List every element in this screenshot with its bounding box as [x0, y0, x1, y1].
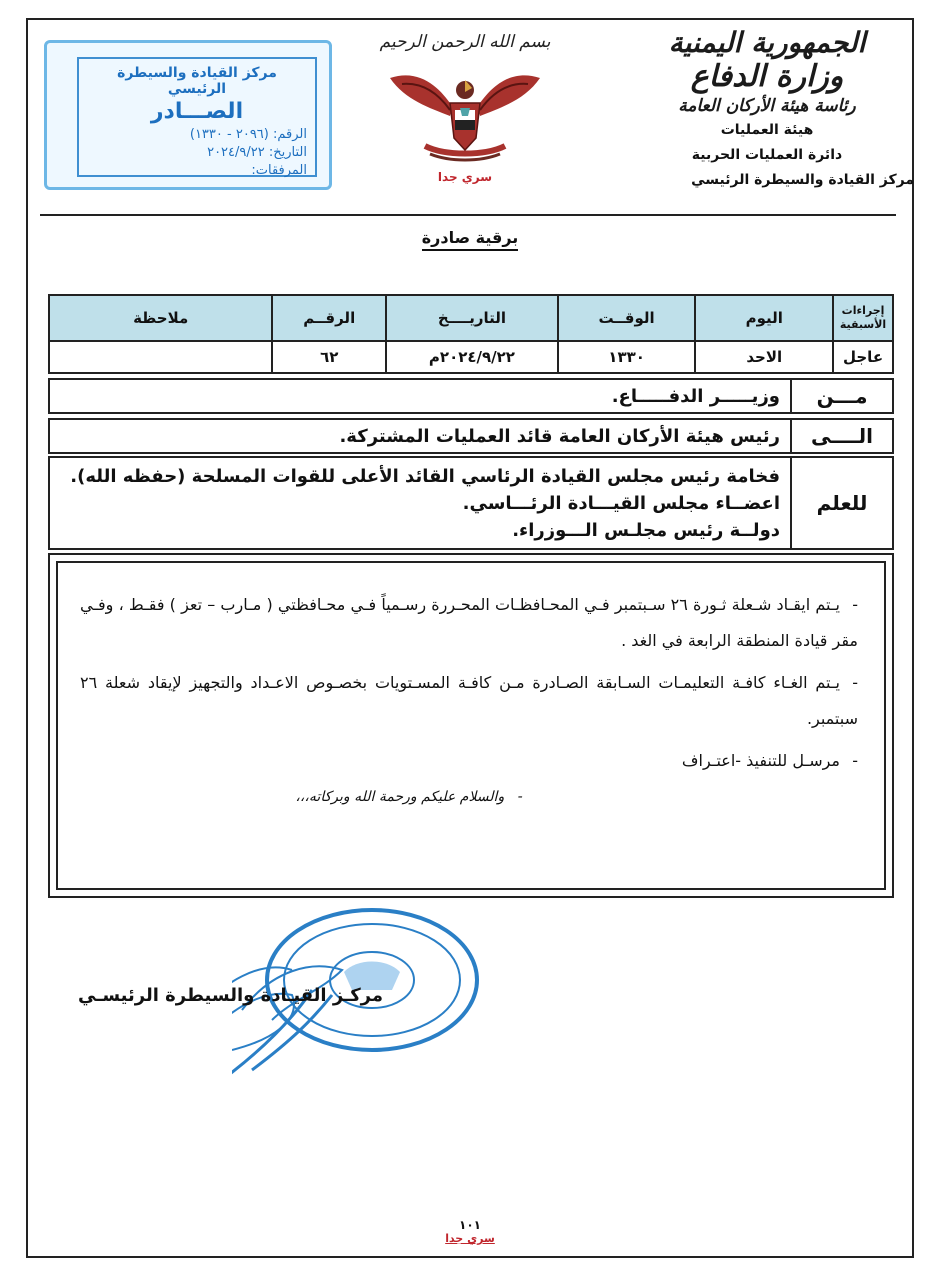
body-item-3: -مرسـل للتنفيذ -اعتـراف [681, 751, 858, 770]
issued-stamp-attachments: المرفقات: [251, 163, 307, 178]
letterhead-dept-2: دائرة العمليات الحربية [691, 147, 843, 163]
body-item-1-text: يـتم ايقـاد شـعلة ثـورة ٢٦ سـبتمبر فـي المحـافظـات المحـررة رسـمياً فـي محـافظتي ( مـارب – تعز ) فقـط ، وفـي مقر قيادة المنطقة الرابعة في الغد . [80, 595, 858, 650]
cell-number: ٦٢ [272, 341, 386, 373]
letterhead-staff: رئاسة هيئة الأركان العامة [678, 96, 856, 116]
letterhead-dept-3: مركز القيادة والسيطرة الرئيسي [691, 172, 914, 188]
header-time: الوقــت [558, 295, 696, 341]
header-note: ملاحظة [49, 295, 272, 341]
issued-stamp-date: التاريخ: ٢٠٢٤/٩/٢٢ [207, 145, 307, 160]
header-day: اليوم [695, 295, 833, 341]
letterhead-country: الجمهورية اليمنية [668, 26, 866, 59]
cc-line-1: فخامة رئيس مجلس القيادة الرئاسي القائد الأعلى للقوات المسلحة (حفظه الله). [70, 465, 780, 487]
cc-value [50, 458, 790, 548]
dispatch-table [48, 294, 894, 374]
issued-stamp-box [77, 57, 317, 177]
page-number: ١٠١ [459, 1218, 481, 1232]
letterhead-ministry: وزارة الدفاع [690, 59, 844, 94]
header-center [360, 32, 570, 184]
header-number: الرقــم [272, 295, 386, 341]
to-row [48, 418, 894, 454]
table-header-row [49, 295, 893, 341]
cell-time: ١٣٣٠ [558, 341, 696, 373]
message-body [48, 553, 894, 898]
to-text: رئيس هيئة الأركان العامة قائد العمليات المشتركة. [339, 425, 780, 447]
issued-stamp-number: الرقم: (٢٠٩٦ - ١٣٣٠) [189, 127, 307, 142]
basmala: بسم الله الرحمن الرحيم [379, 32, 551, 52]
signer-name: مركـز القيـادة والسيطرة الرئيسـي [78, 985, 384, 1006]
body-item-2-text: يـتم الغـاء كافـة التعليمـات السـابقة الصـادرة مـن كافـة المسـتويات بخصـوص الاعـداد والتجهيز لإيقاد شعلة ٢٦ سبتمبر. [80, 673, 858, 728]
table-row [49, 341, 893, 373]
body-item-3-text: مرسـل للتنفيذ -اعتـراف [681, 751, 840, 770]
issued-stamp-org: مركز القيادة والسيطرة الرئيسي [117, 65, 277, 97]
cc-label: للعلم [790, 458, 892, 548]
cc-line-2: اعضــاء مجلس القيـــادة الرئـــاسي. [462, 492, 780, 514]
body-item-1: -يـتم ايقـاد شـعلة ثـورة ٢٦ سـبتمبر فـي المحـافظـات المحـررة رسـمياً فـي محـافظتي ( مـارب – تعز ) فقـط ، وفـي مقر قيادة المنطقة الرابعة في الغد . [80, 595, 858, 650]
cell-precedence: عاجل [833, 341, 893, 373]
from-label: مـــن [790, 380, 892, 412]
header-precedence: إجراءات الأسبقية [833, 295, 893, 341]
to-value [50, 420, 790, 452]
document-title-text: برقية صادرة [422, 228, 519, 251]
issued-stamp [44, 40, 332, 190]
issued-stamp-word: الصـــادر [150, 99, 244, 124]
page-footer [0, 1218, 940, 1245]
from-value [50, 380, 790, 412]
eagle-emblem-icon [380, 58, 550, 168]
closing-text: والسلام عليكم ورحمة الله وبركاته،،، [295, 789, 505, 805]
cell-day: الاحد [695, 341, 833, 373]
to-label: الــــى [790, 420, 892, 452]
letterhead [632, 26, 914, 193]
body-item-2: -يـتم الغـاء كافـة التعليمـات السـابقة الصـادرة مـن كافـة المسـتويات بخصـوص الاعـداد والتجهيز لإيقاد شعلة ٢٦ سبتمبر. [80, 673, 858, 728]
closing-greeting: - والسلام عليكم ورحمة الله وبركاته،،، [295, 789, 523, 805]
header-date: التاريــــخ [386, 295, 558, 341]
message-body-inner [56, 561, 886, 890]
cc-row [48, 456, 894, 550]
cell-date: ٢٠٢٤/٩/٢٢م [386, 341, 558, 373]
document-title [0, 228, 940, 247]
from-text: وزيـــــر الدفـــــاع. [611, 385, 780, 407]
cc-line-3: دولــة رئيس مجلـس الـــوزراء. [512, 519, 780, 541]
from-row [48, 378, 894, 414]
header-classification: سري جدا [437, 170, 493, 184]
letterhead-dept-1: هيئة العمليات [720, 122, 814, 138]
footer-classification: سري جدا [445, 1232, 495, 1245]
header-divider [40, 214, 896, 216]
cell-note [49, 341, 272, 373]
